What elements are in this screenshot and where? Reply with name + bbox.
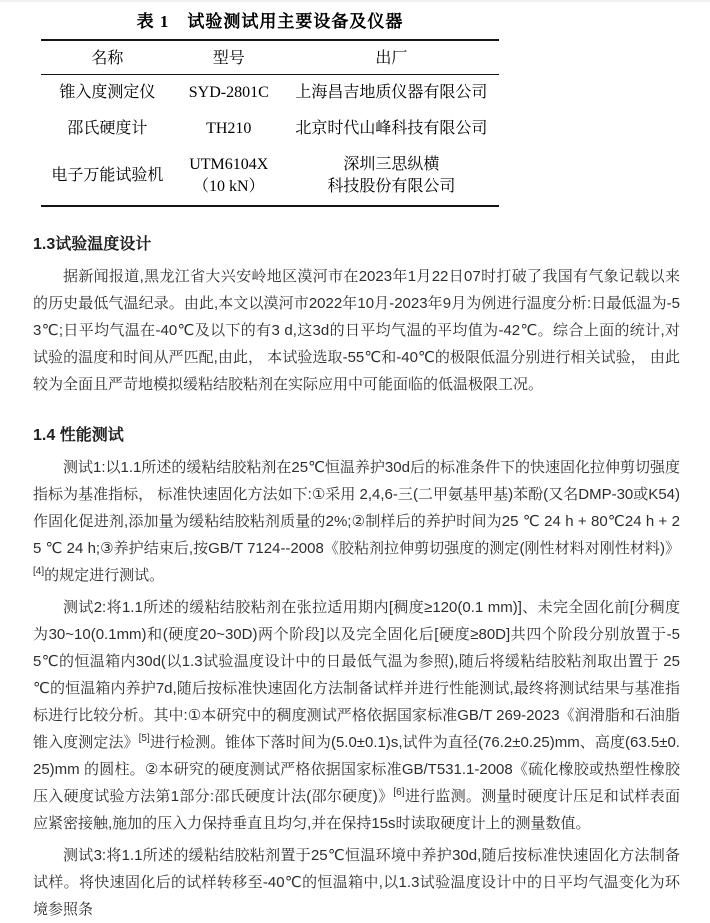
citation-ref-6: [6]	[393, 787, 405, 798]
cell-device-manufacturer: 上海昌吉地质仪器有限公司	[295, 84, 488, 101]
document-page	[0, 2, 710, 923]
paragraph-temperature-design	[33, 263, 680, 398]
citation-ref-5: [5]	[138, 733, 150, 744]
column-header-name: 名称	[41, 40, 174, 75]
section-heading-1-3: 1.3试验温度设计	[33, 236, 152, 253]
paragraph-test3	[33, 842, 680, 923]
cell-device-model	[174, 147, 284, 206]
equipment-table	[41, 39, 499, 207]
cell-device-manufacturer: 北京时代山峰科技有限公司	[295, 120, 488, 137]
paragraph-text: 的规定进行测试。	[44, 567, 165, 584]
model-line-1: UTM6104X	[189, 156, 269, 173]
manufacturer-line-1: 深圳三思纵横	[343, 156, 440, 173]
table-row	[41, 75, 499, 112]
model-line-2: （10 kN）	[192, 178, 265, 195]
cell-device-manufacturer	[284, 147, 499, 206]
cell-device-name: 邵氏硬度计	[67, 120, 148, 137]
citation-ref-4: [4]	[33, 566, 45, 577]
paragraph-text: 进行检测。锥体下落时间为(5.0±0.1)s,试件为直径(76.2±0.25)mm、高度(63.5±0.25)mm 的圆柱。②本研究的硬度测试严格依据国家标准GB/T531.1-2008《硫化橡胶或热塑性橡胶压入硬度试验方法第1部分:邵氏硬度计法(邵尔硬度)》	[33, 734, 680, 805]
paragraph-text: 据新闻报道,黑龙江省大兴安岭地区漠河市在2023年1月22日07时打破了我国有气象记载以来的历史最低气温纪录。由此,本文以漠河市2022年10月-2023年9月为例进行温度分析:日最低温为-53℃;日平均气温在-40℃及以下的有3 d,这3d的日平均气温的平均值为-42℃。综合上面的统计,对试验的温度和时间从严匹配,由此， 本试验选取-55℃和-40℃的极限低温分别进行相关试验， 由此较为全面且严苛地模拟缓粘结胶粘剂在实际应用中可能面临的低温极限工况。	[33, 268, 680, 393]
paragraph-text: 测试3:将1.1所述的缓粘结胶粘剂置于25℃恒温环境中养护30d,随后按标准快速固化方法制备试样。将快速固化后的试样转移至-40℃的恒温箱中,以1.3试验温度设计中的日平均气温变化为环境参照条	[33, 847, 680, 918]
paragraph-text: 测试2:将1.1所述的缓粘结胶粘剂在张拉适用期内[稠度≥120(0.1 mm)]、未完全固化前[分稠度为30~10(0.1mm)和(硬度20~30D)两个阶段]以及完全固化后[硬度≥80D]共四个阶段分别放置于-55℃的恒温箱内30d(以1.3试验温度设计中的日最低气温为参照),随后将缓粘结胶粘剂取出置于 25 ℃的恒温箱内养护7d,随后按标准快速固化方法制备试样并进行性能测试,最终将测试结果与基准指标进行比较分析。其中:①本研究中的稠度测试严格依据国家标准GB/T 269-2023《润滑脂和石油脂锥入度测定法》	[33, 599, 680, 751]
cell-device-model: SYD-2801C	[188, 84, 269, 101]
paragraph-text: 进行监测。测量时硬度计压足和试样表面应紧密接触,施加的压入力保持垂直且均匀,并在保持15s时读取硬度计上的测量数值。	[33, 788, 680, 832]
manufacturer-line-2: 科技股份有限公司	[327, 178, 456, 195]
equipment-table-section	[41, 5, 499, 207]
paragraph-text: 测试1:以1.1所述的缓粘结胶粘剂在25℃恒温养护30d后的标准条件下的快速固化拉伸剪切强度指标为基准指标， 标准快速固化方法如下:①采用 2,4,6-三(二甲氨基甲基)苯酚(又名DMP-30或K54)作固化促进剂,添加量为缓粘结胶粘剂质量的2%;②制样后的养护时间为25 ℃ 24 h + 80℃24 h + 25 ℃ 24 h;③养护结束后,按GB/T 7124--2008《胶粘剂拉伸剪切强度的测定(刚性材料对刚性材料)》	[33, 459, 680, 557]
paragraph-test1	[33, 454, 680, 589]
column-header-manufacturer: 出厂	[284, 40, 499, 75]
column-header-model: 型号	[174, 40, 284, 75]
cell-device-name: 电子万能试验机	[51, 167, 164, 184]
cell-device-model: TH210	[206, 120, 252, 137]
table-caption: 表 1 试验测试用主要设备及仪器	[136, 12, 404, 31]
section-heading-1-4: 1.4 性能测试	[33, 427, 124, 444]
paragraph-test2	[33, 594, 680, 837]
table-header-row	[41, 40, 499, 75]
cell-device-name: 锥入度测定仪	[59, 84, 156, 101]
table-row	[41, 147, 499, 206]
table-row	[41, 111, 499, 147]
